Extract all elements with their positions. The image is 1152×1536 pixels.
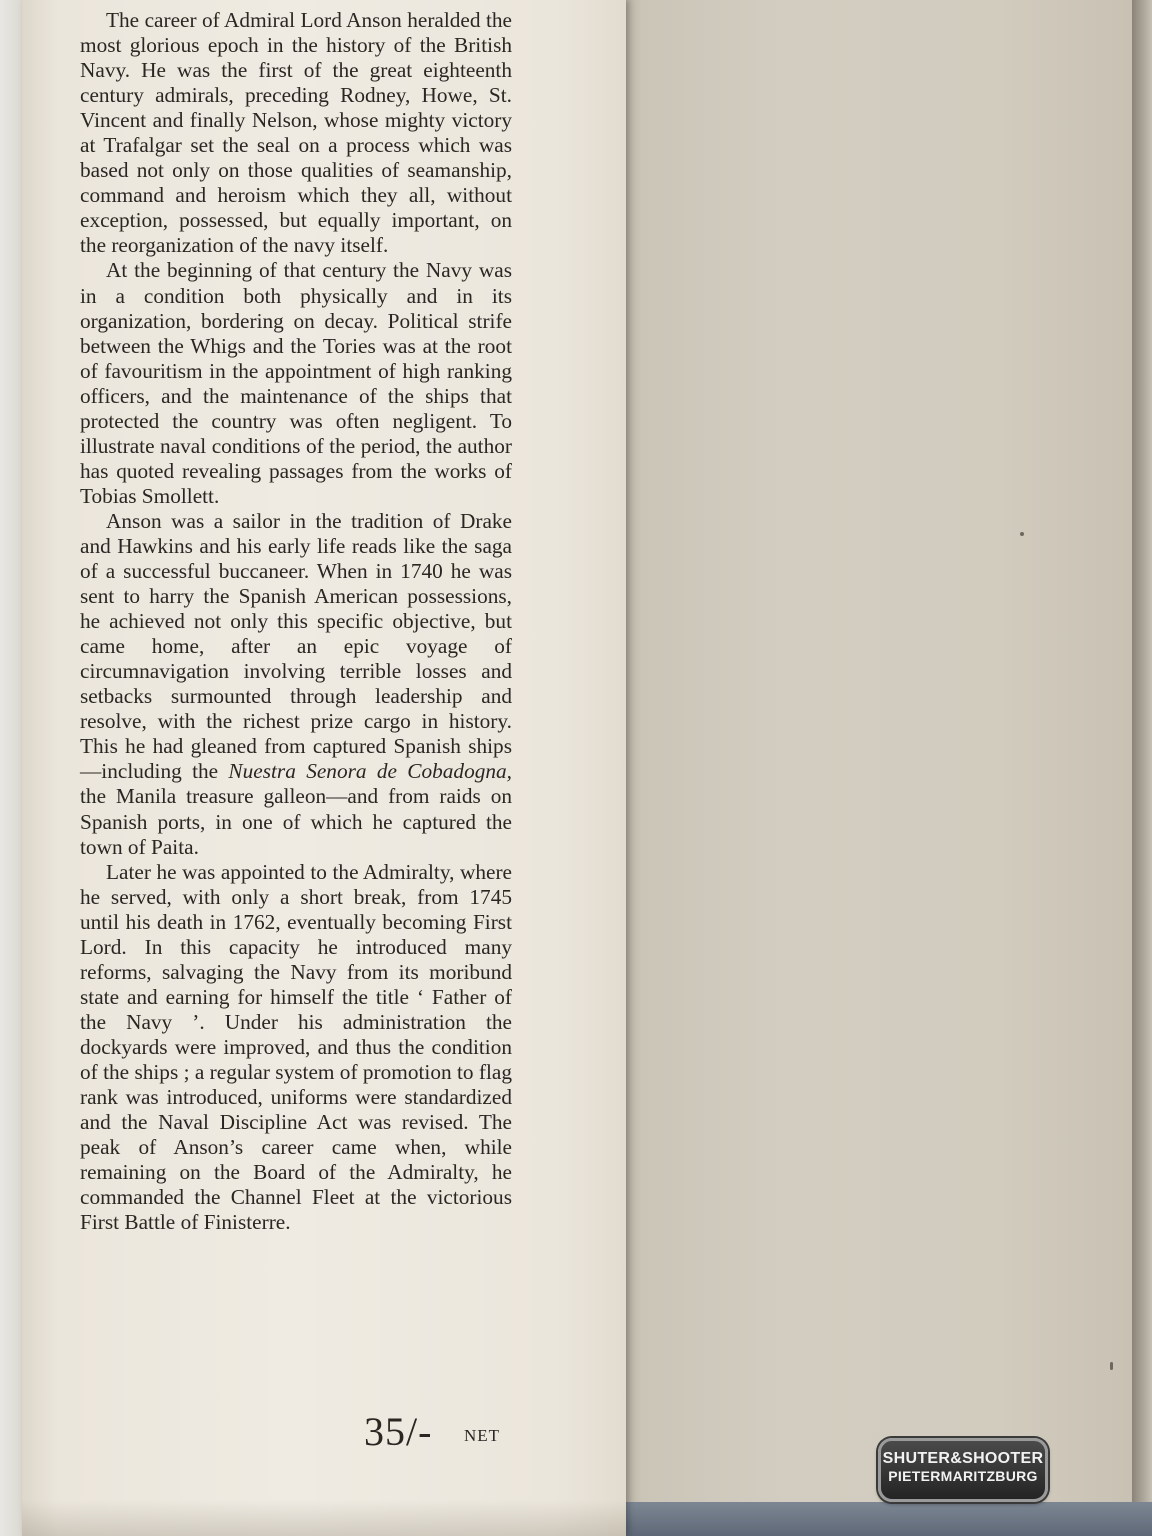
flap-bottom-shade xyxy=(22,1500,626,1536)
photo-left-margin xyxy=(0,0,22,1536)
blurb-text xyxy=(80,8,512,1235)
blurb-paragraph-3-end: the Manila treasure galleon—and from raids on Spanish ports, in one of which he captured the town of Paita. xyxy=(80,784,512,859)
ship-name: Nuestra Senora de Cobadogna, xyxy=(228,759,512,784)
blurb-paragraph-4: Later he was appointed to the Admiralty, where he served, with only a short break, from 1745 until his death in 1762, eventually becoming First Lord. In this capacity he introduced many reforms, salvaging the Navy from its moribund state and earning for himself the title ‘ Father of the Navy ’. Under his administration the dockyards were improved, and thus the condition of the ships ; a regular system of promotion to flag rank was introduced, uniforms were standardized and the Naval Discipline Act was revised. The peak of Anson’s career came when, while remaining on the Board of the Admiralty, he commanded the Channel Fleet at the victorious First Battle of Finisterre. xyxy=(80,859,512,1235)
price-amount: 35/- xyxy=(364,1409,433,1454)
sticker-city: PIETERMARITZBURG xyxy=(888,1468,1038,1484)
sticker-shop-name: SHUTER&SHOOTER xyxy=(882,1450,1044,1467)
blurb-paragraph-3 xyxy=(80,509,512,860)
board-edge-shadow xyxy=(1132,0,1152,1536)
bookseller-sticker xyxy=(878,1438,1048,1502)
book-board xyxy=(626,0,1152,1536)
price-net-label: NET xyxy=(464,1426,501,1445)
board-speck xyxy=(1110,1362,1113,1370)
board-cloth-edge xyxy=(626,1502,1152,1536)
board-speck xyxy=(1020,532,1024,536)
blurb-paragraph-2: At the beginning of that century the Navy was in a condition both physically and in its organization, bordering on decay. Political strife between the Whigs and the Tories was at the root of favouritism in the appointment of high ranking officers, and the maintenance of the ships that protected the country was often negligent. To illustrate naval conditions of the period, the author has quoted revealing passages from the works of Tobias Smollett. xyxy=(80,258,512,508)
blurb-paragraph-1: The career of Admiral Lord Anson heralded the most glorious epoch in the history of the British Navy. He was the first of the great eighteenth century admirals, preceding Rodney, Howe, St. Vincent and finally Nelson, whose mighty victory at Trafalgar set the seal on a process which was based not only on those qualities of seamanship, command and heroism which they all, without exception, possessed, but equally important, on the reorganization of the navy itself. xyxy=(80,8,512,258)
blurb-paragraph-3-start: Anson was a sailor in the tradition of Drake and Hawkins and his early life reads like the saga of a successful buccaneer. When in 1740 he was sent to harry the Spanish American possessions, he achieved not only this specific objective, but came home, after an epic voyage of circumnavigation involving terrible losses and setbacks surmounted through leadership and resolve, with the richest prize cargo in history. This he had gleaned from captured Spanish ships—including the xyxy=(80,508,512,784)
